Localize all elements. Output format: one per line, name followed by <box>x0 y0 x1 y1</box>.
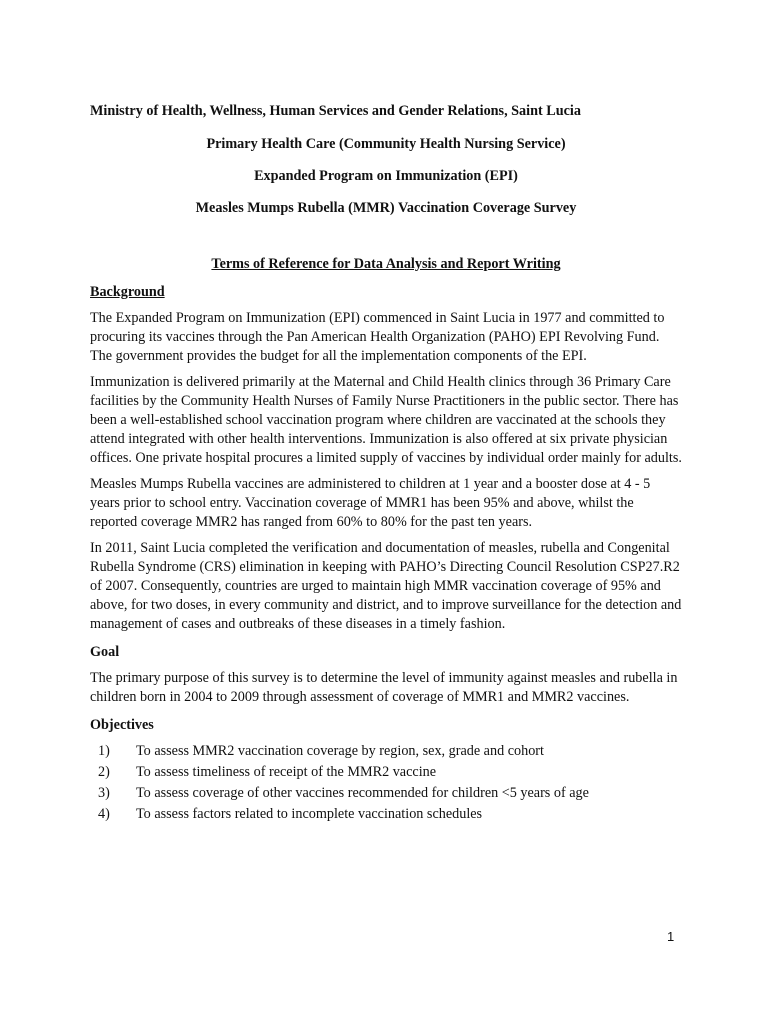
background-heading: Background <box>90 284 165 300</box>
objective-item <box>90 742 682 761</box>
objective-item <box>90 784 682 803</box>
objective-item <box>90 763 682 782</box>
service-heading: Primary Health Care (Community Health Nursing Service) <box>206 136 566 152</box>
objective-number: 1) <box>98 743 110 759</box>
objective-number: 2) <box>98 764 110 780</box>
objective-text: To assess coverage of other vaccines recommended for children <5 years of age <box>136 785 589 801</box>
program-heading: Expanded Program on Immunization (EPI) <box>254 168 518 184</box>
objective-text: To assess timeliness of receipt of the MMR2 vaccine <box>136 764 437 780</box>
objective-text: To assess factors related to incomplete vaccination schedules <box>136 806 483 822</box>
objectives-list <box>90 742 682 824</box>
background-paragraph-4: In 2011, Saint Lucia completed the verification and documentation of measles, rubella and Congenital Rubella Syndrome (CRS) elimination in keeping with PAHO’s Directing Council Resolution CSP27.R2 of 2007. Consequently, countries are urged to maintain high MMR vaccination coverage of 95% and above, for two doses, in every community and district, and to improve surveillance for the detection and management of cases and outbreaks of these diseases in a timely fashion. <box>90 540 682 632</box>
background-paragraph-2: Immunization is delivered primarily at the Maternal and Child Health clinics through 36 Primary Care facilities by the Community Health Nurses of Family Nurse Practitioners in the public sector. There has been a well-established school vaccination program where children are vaccinated at the schools they attend integrated with other health interventions. Immunization is also offered at six private physician offices. One private hospital procures a limited supply of vaccines by individual order mainly for adults. <box>90 374 682 466</box>
survey-heading: Measles Mumps Rubella (MMR) Vaccination Coverage Survey <box>195 200 577 216</box>
ministry-heading: Ministry of Health, Wellness, Human Services and Gender Relations, Saint Lucia <box>90 103 581 119</box>
background-paragraph-1: The Expanded Program on Immunization (EPI) commenced in Saint Lucia in 1977 and committed to procuring its vaccines through the Pan American Health Organization (PAHO) EPI Revolving Fund. The government provides the budget for all the implementation components of the EPI. <box>90 310 665 364</box>
document-page <box>90 102 682 826</box>
objective-number: 4) <box>98 806 110 822</box>
goal-paragraph: The primary purpose of this survey is to determine the level of immunity against measles and rubella in children born in 2004 to 2009 through assessment of coverage of MMR1 and MMR2 vaccines. <box>90 670 678 705</box>
objective-text: To assess MMR2 vaccination coverage by region, sex, grade and cohort <box>136 743 544 759</box>
goal-heading: Goal <box>90 644 120 660</box>
objectives-heading: Objectives <box>90 717 154 733</box>
page-number: 1 <box>667 929 675 944</box>
objective-item <box>90 805 682 824</box>
tor-title: Terms of Reference for Data Analysis and Report Writing <box>211 256 561 272</box>
background-paragraph-3: Measles Mumps Rubella vaccines are administered to children at 1 year and a booster dose at 4 - 5 years prior to school entry. Vaccination coverage of MMR1 has been 95% and above, whilst the reported coverage MMR2 has ranged from 60% to 80% for the past ten years. <box>90 476 651 530</box>
objective-number: 3) <box>98 785 110 801</box>
